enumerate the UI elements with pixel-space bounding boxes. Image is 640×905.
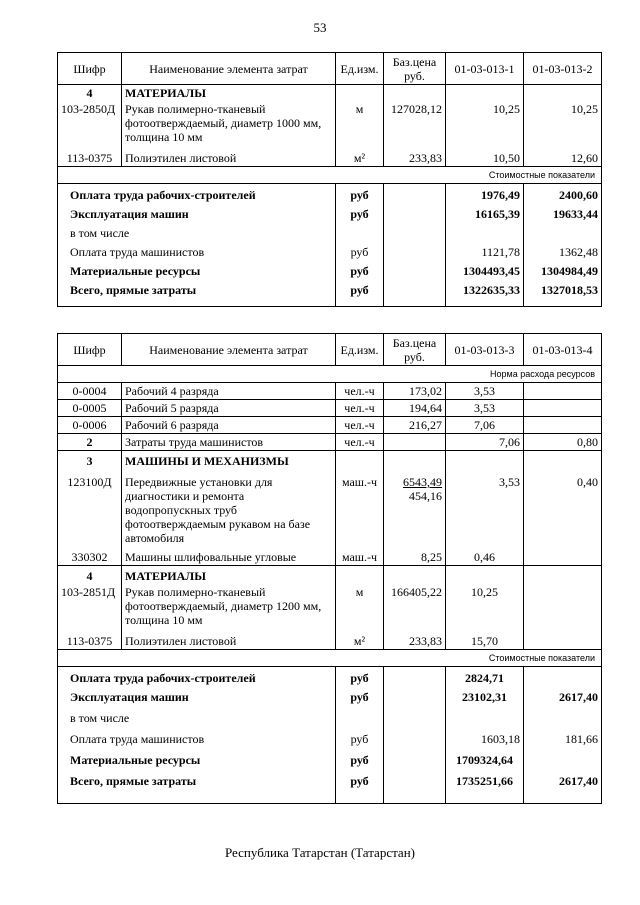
cell-price: 166405,22 <box>384 584 446 633</box>
summary-label: Оплата труда рабочих-строителей <box>58 667 336 690</box>
summary-value-b: 1304984,49 <box>524 263 602 282</box>
cell-value-b: 0,80 <box>524 434 602 451</box>
cell-value-a: 3,53 <box>446 383 524 400</box>
summary-unit: руб <box>336 752 384 773</box>
cell-unit: м² <box>336 150 384 167</box>
cell-name: Рабочий 5 разряда <box>122 400 336 417</box>
section-title: МАШИНЫ И МЕХАНИЗМЫ <box>122 451 336 470</box>
cell-name: Затраты труда машинистов <box>122 434 336 451</box>
cell-unit: чел.-ч <box>336 383 384 400</box>
table-row <box>58 469 602 549</box>
cell-unit: чел.-ч <box>336 400 384 417</box>
cell-code: 123100Д <box>58 469 122 549</box>
header-unit: Ед.изм. <box>336 334 384 366</box>
cell-code: 103-2851Д <box>58 584 122 633</box>
cell-code: 0-0006 <box>58 417 122 434</box>
cell-name: Полиэтилен листовой <box>122 150 336 167</box>
cell-code: 103-2850Д <box>58 101 122 150</box>
header-col-a: 01-03-013-3 <box>446 334 524 366</box>
page-number: 53 <box>313 20 327 35</box>
cell-value-b <box>524 584 602 633</box>
cell-price: 6543,49 <box>403 475 442 489</box>
summary-unit: руб <box>336 773 384 803</box>
summary-value-a: 1976,49 <box>446 184 524 207</box>
indicators-label: Стоимостные показатели <box>58 167 602 184</box>
table-row <box>58 549 602 566</box>
summary-label: Оплата труда рабочих-строителей <box>58 184 336 207</box>
cell-price-secondary: 454,16 <box>409 489 442 503</box>
section-title: МАТЕРИАЛЫ <box>122 566 336 585</box>
table-row <box>58 383 602 400</box>
table-row <box>58 101 602 150</box>
summary-unit: руб <box>336 667 384 690</box>
cell-name: Передвижные установки для диагностики и ремонта водопропускных труб фотоотверждаемым рукавом на базе автомобиля <box>122 469 336 549</box>
cell-value-b <box>524 633 602 650</box>
summary-value-b <box>524 752 602 773</box>
summary-value-b: 2400,60 <box>524 184 602 207</box>
cell-price: 173,02 <box>384 383 446 400</box>
summary-label: Материальные ресурсы <box>58 263 336 282</box>
cell-value-b: 10,25 <box>524 101 602 150</box>
table-row <box>58 400 602 417</box>
cell-price: 233,83 <box>384 633 446 650</box>
cell-value-a: 10,50 <box>446 150 524 167</box>
cell-unit: маш.-ч <box>336 469 384 549</box>
summary-value-b <box>524 667 602 690</box>
summary-label: Всего, прямые затраты <box>58 773 336 803</box>
summary-value-a: 2824,71 <box>446 667 524 690</box>
summary-value-b: 1327018,53 <box>524 282 602 306</box>
summary-label: Материальные ресурсы <box>58 752 336 773</box>
cell-price: 8,25 <box>384 549 446 566</box>
header-code: Шифр <box>58 53 122 85</box>
header-col-b: 01-03-013-2 <box>524 53 602 85</box>
section-number: 4 <box>58 85 122 102</box>
summary-value-b: 2617,40 <box>524 689 602 710</box>
summary-unit: руб <box>336 184 384 207</box>
header-unit: Ед.изм. <box>336 53 384 85</box>
cell-price: 194,64 <box>384 400 446 417</box>
cell-value-a: 3,53 <box>446 400 524 417</box>
summary-label: Всего, прямые затраты <box>58 282 336 306</box>
section-number: 3 <box>58 451 122 470</box>
cell-code: 330302 <box>58 549 122 566</box>
norm-label: Норма расхода ресурсов <box>58 366 602 383</box>
cell-name: Рабочий 6 разряда <box>122 417 336 434</box>
section-number: 4 <box>58 566 122 585</box>
cell-value-a: 10,25 <box>446 101 524 150</box>
summary-unit: руб <box>336 689 384 710</box>
cell-name: Рукав полимерно-тканевый фотоотверждаемый, диаметр 1000 мм, толщина 10 мм <box>122 101 336 150</box>
summary-label: Оплата труда машинистов <box>58 244 336 263</box>
summary-value-a: 1709324,64 <box>446 752 524 773</box>
cell-name: Рукав полимерно-тканевый фотоотверждаемый, диаметр 1200 мм, толщина 10 мм <box>122 584 336 633</box>
summary-value-a: 1121,78 <box>446 244 524 263</box>
cell-value-b <box>524 383 602 400</box>
summary-unit: руб <box>336 731 384 752</box>
header-col-a: 01-03-013-1 <box>446 53 524 85</box>
cell-value-b <box>524 549 602 566</box>
cell-value-b <box>524 400 602 417</box>
summary-value-a: 1304493,45 <box>446 263 524 282</box>
summary-value-b: 19633,44 <box>524 206 602 225</box>
cell-unit: чел.-ч <box>336 417 384 434</box>
indicators-label: Стоимостные показатели <box>58 650 602 667</box>
cell-code: 2 <box>58 434 122 451</box>
cell-value-a: 7,06 <box>446 434 524 451</box>
summary-label: Эксплуатация машин <box>58 689 336 710</box>
summary-value-a: 1603,18 <box>446 731 524 752</box>
cost-table-1 <box>57 52 602 307</box>
cell-unit: чел.-ч <box>336 434 384 451</box>
summary-value-b: 2617,40 <box>524 773 602 803</box>
cell-code: 113-0375 <box>58 150 122 167</box>
summary-unit: руб <box>336 206 384 225</box>
table-row <box>58 584 602 633</box>
cell-unit: м <box>336 101 384 150</box>
header-price: Баз.цена руб. <box>384 334 446 366</box>
cell-code: 113-0375 <box>58 633 122 650</box>
summary-value-a: 1735251,66 <box>446 773 524 803</box>
section-title: МАТЕРИАЛЫ <box>122 85 336 102</box>
cell-value-b: 0,40 <box>524 469 602 549</box>
table-row <box>58 633 602 650</box>
cell-unit: маш.-ч <box>336 549 384 566</box>
summary-value-a: 16165,39 <box>446 206 524 225</box>
summary-value-a: 23102,31 <box>446 689 524 710</box>
summary-value-b: 181,66 <box>524 731 602 752</box>
summary-value-b: 1362,48 <box>524 244 602 263</box>
cell-value-a: 10,25 <box>446 584 524 633</box>
cell-code: 0-0004 <box>58 383 122 400</box>
header-name: Наименование элемента затрат <box>122 334 336 366</box>
cell-value-a: 15,70 <box>446 633 524 650</box>
cell-value-b: 12,60 <box>524 150 602 167</box>
cell-value-a: 7,06 <box>446 417 524 434</box>
summary-value-a: 1322635,33 <box>446 282 524 306</box>
cell-price: 233,83 <box>384 150 446 167</box>
cell-name: Полиэтилен листовой <box>122 633 336 650</box>
table-row <box>58 417 602 434</box>
summary-unit: руб <box>336 263 384 282</box>
cell-value-a: 3,53 <box>446 469 524 549</box>
summary-label: в том числе <box>58 225 336 244</box>
cell-price: 216,27 <box>384 417 446 434</box>
summary-label: Оплата труда машинистов <box>58 731 336 752</box>
summary-label: Эксплуатация машин <box>58 206 336 225</box>
header-price: Баз.цена руб. <box>384 53 446 85</box>
page-footer: Республика Татарстан (Татарстан) <box>225 845 415 860</box>
cell-code: 0-0005 <box>58 400 122 417</box>
cell-unit: м² <box>336 633 384 650</box>
header-code: Шифр <box>58 334 122 366</box>
cell-name: Рабочий 4 разряда <box>122 383 336 400</box>
header-col-b: 01-03-013-4 <box>524 334 602 366</box>
cell-unit: м <box>336 584 384 633</box>
cost-table-2 <box>57 333 602 804</box>
cell-name: Машины шлифовальные угловые <box>122 549 336 566</box>
summary-unit: руб <box>336 282 384 306</box>
summary-label: в том числе <box>58 710 336 731</box>
cell-value-a: 0,46 <box>446 549 524 566</box>
cell-price: 127028,12 <box>384 101 446 150</box>
table-row <box>58 434 602 451</box>
summary-unit: руб <box>336 244 384 263</box>
cell-value-b <box>524 417 602 434</box>
header-name: Наименование элемента затрат <box>122 53 336 85</box>
table-row <box>58 150 602 167</box>
